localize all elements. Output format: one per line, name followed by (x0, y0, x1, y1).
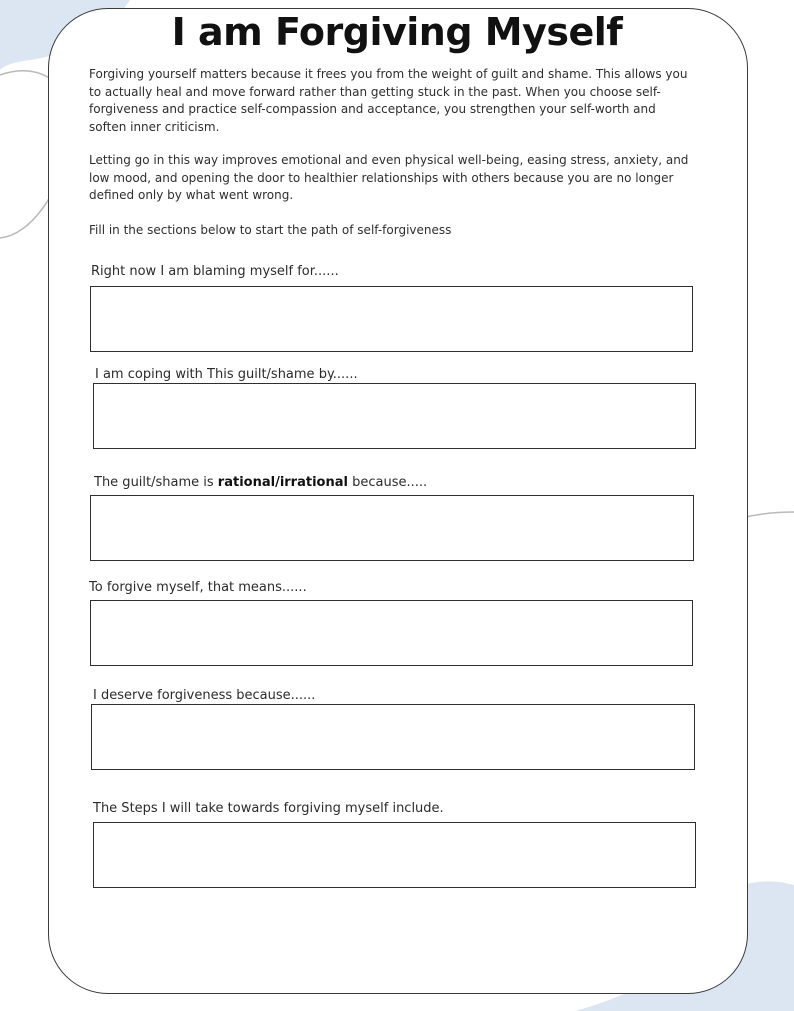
coping-answer-box[interactable] (93, 383, 696, 449)
prompt-deserve-label: I deserve forgiveness because...... (93, 688, 316, 703)
prompt-blaming-label: Right now I am blaming myself for...... (91, 264, 339, 279)
blaming-answer-box[interactable] (90, 286, 693, 352)
prompt-rational-prefix: The guilt/shame is (94, 475, 218, 490)
prompt-steps-label: The Steps I will take towards forgiving myself include. (93, 801, 444, 816)
page-title: I am Forgiving Myself (171, 10, 623, 54)
prompt-rational-suffix: because..... (347, 475, 428, 490)
intro-instruction: Fill in the sections below to start the path of self-forgiveness (89, 223, 452, 237)
steps-answer-box[interactable] (93, 822, 696, 888)
prompt-coping-label: I am coping with This guilt/shame by...... (95, 367, 358, 382)
rational-answer-box[interactable] (90, 495, 694, 561)
prompt-forgive-means-label: To forgive myself, that means...... (89, 580, 307, 595)
prompt-rational-bold: rational/irrational (217, 475, 348, 490)
intro-paragraph-1: Forgiving yourself matters because it frees you from the weight of guilt and shame. This allows you to actually heal and move forward rather than getting stuck in the past. When you choose self-forgiveness and practice self-compassion and acceptance, you strengthen your self-worth and soften inner criticism. (89, 67, 688, 134)
forgive-means-answer-box[interactable] (90, 600, 693, 666)
deserve-answer-box[interactable] (91, 704, 695, 770)
prompt-rational-label (94, 475, 427, 490)
intro-paragraph-2: Letting go in this way improves emotional and even physical well-being, easing stress, anxiety, and low mood, and opening the door to healthier relationships with others because you are no longer defined only by what went wrong. (89, 153, 689, 202)
